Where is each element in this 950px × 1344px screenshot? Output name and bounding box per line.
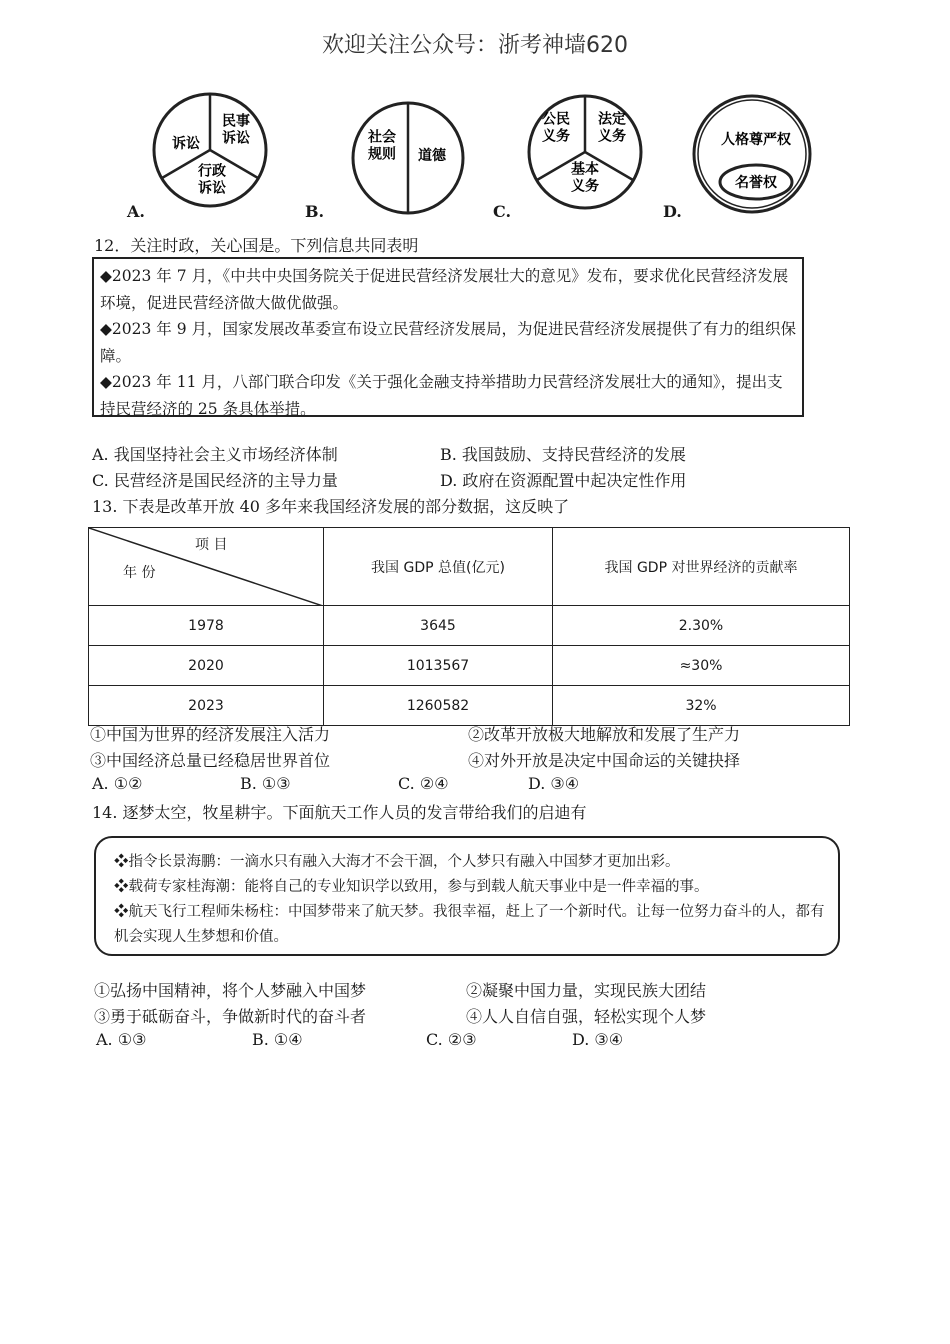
header-item-label: 项 目 [195, 537, 228, 553]
header-year-label: 年 份 [123, 565, 156, 581]
gdp-table [88, 527, 850, 726]
q13-stem: 13. 下表是改革开放 40 多年来我国经济发展的部分数据，这反映了 [92, 497, 570, 516]
row-2020-rate: ≈30% [553, 646, 850, 686]
q14-choice-a: A. ①③ [96, 1030, 147, 1049]
q14-material-box [94, 836, 840, 956]
row-1978-rate: 2.30% [553, 606, 850, 646]
q13-choice-d: D. ③④ [528, 774, 580, 793]
q12-stem: 12．关注时政，关心国是。下列信息共同表明 [94, 236, 419, 255]
q12-material-2: ◆2023 年 9 月，国家发展改革委宣布设立民营经济发展局，为促进民营经济发展提供了有力的组织保障。 [100, 320, 797, 365]
q12-material-1: ◆2023 年 7 月，《中共中央国务院关于促进民营经济发展壮大的意见》发布，要求优化民营经济发展环境，促进民营经济做大做优做强。 [100, 267, 789, 312]
q14-choice-c: C. ②③ [426, 1030, 477, 1049]
row-2023-year: 2023 [89, 686, 324, 726]
diagram-a-letter: A. [127, 202, 145, 221]
row-2020-year: 2020 [89, 646, 324, 686]
row-1978-gdp: 3645 [324, 606, 553, 646]
q14-statement-2: ②凝聚中国力量，实现民族大团结 [466, 981, 707, 1000]
table-row [89, 606, 850, 646]
q12-option-a: A. 我国坚持社会主义市场经济体制 [92, 445, 338, 464]
diagram-d-letter: D. [663, 202, 682, 221]
diagram-d-inner-label: 名誉权 [735, 175, 777, 191]
q13-statement-3: ③中国经济总量已经稳居世界首位 [90, 751, 331, 770]
q14-choice-d: D. ③④ [572, 1030, 624, 1049]
q14-statement-4: ④人人自信自强，轻松实现个人梦 [466, 1007, 707, 1026]
diagram-c-seg-2: 法定义务 [598, 111, 626, 145]
diagram-b-seg-2: 道德 [418, 148, 446, 164]
q13-choice-a: A. ①② [92, 774, 143, 793]
diagram-c-seg-1: 公民义务 [542, 111, 570, 145]
diagram-a-seg-2: 民事诉讼 [222, 113, 250, 147]
table-header-row [89, 528, 850, 606]
header-gdp: 我国 GDP 总值(亿元) [324, 528, 553, 606]
diagram-b-seg-1: 社会规则 [368, 129, 396, 163]
q13-choice-c: C. ②④ [398, 774, 449, 793]
q13-statement-1: ①中国为世界的经济发展注入活力 [90, 725, 331, 744]
row-1978-year: 1978 [89, 606, 324, 646]
header-rate: 我国 GDP 对世界经济的贡献率 [553, 528, 850, 606]
q14-choice-b: B. ①④ [252, 1030, 303, 1049]
diagram-d-outer-label: 人格尊严权 [721, 132, 791, 148]
q11-diagrams [120, 88, 820, 223]
q14-stem: 14. 逐梦太空，牧星耕宇。下面航天工作人员的发言带给我们的启迪有 [92, 803, 587, 822]
q13-statement-2: ②改革开放极大地解放和发展了生产力 [468, 725, 741, 744]
diagram-a [154, 94, 266, 206]
table-row [89, 646, 850, 686]
diagram-c [529, 96, 641, 208]
q12-material-3: ◆2023 年 11 月，八部门联合印发《关于强化金融支持举措助力民营经济发展壮大的通知》，提出支持民营经济的 25 条具体举措。 [100, 373, 783, 418]
diagram-c-letter: C. [493, 202, 512, 221]
q14-material-2: ❖载荷专家桂海潮：能将自己的专业知识学以致用，参与到载人航天事业中是一件幸福的事。 [114, 879, 709, 895]
q14-statement-3: ③勇于砥砺奋斗，争做新时代的奋斗者 [94, 1007, 367, 1026]
table-row [89, 686, 850, 726]
table-corner-cell [89, 528, 324, 606]
diagram-d [694, 96, 810, 212]
q14-material-1: ❖指令长景海鹏：一滴水只有融入大海才不会干涸，个人梦只有融入中国梦才更加出彩。 [114, 854, 680, 870]
q12-option-c: C. 民营经济是国民经济的主导力量 [92, 471, 338, 490]
q12-option-b: B. 我国鼓励、支持民营经济的发展 [440, 445, 686, 464]
q13-statement-4: ④对外开放是决定中国命运的关键抉择 [468, 751, 741, 770]
diagram-b [353, 103, 463, 213]
diagram-a-seg-3: 行政诉讼 [198, 163, 226, 197]
q13-choice-b: B. ①③ [240, 774, 291, 793]
q14-statement-1: ①弘扬中国精神，将个人梦融入中国梦 [94, 981, 367, 1000]
row-2020-gdp: 1013567 [324, 646, 553, 686]
q12-option-d: D. 政府在资源配置中起决定性作用 [440, 471, 687, 490]
page-header-title: 欢迎关注公众号：浙考神墙620 [322, 33, 628, 58]
q14-material-3: ❖航天飞行工程师朱杨柱：中国梦带来了航天梦。我很幸福，赶上了一个新时代。让每一位努力奋斗的人，都有机会实现人生梦想和价值。 [114, 904, 825, 945]
row-2023-gdp: 1260582 [324, 686, 553, 726]
q12-material-box [92, 257, 804, 417]
diagram-a-seg-1: 诉讼 [172, 136, 200, 152]
row-2023-rate: 32% [553, 686, 850, 726]
diagram-c-seg-3: 基本义务 [571, 161, 599, 195]
diagram-b-letter: B. [305, 202, 325, 221]
